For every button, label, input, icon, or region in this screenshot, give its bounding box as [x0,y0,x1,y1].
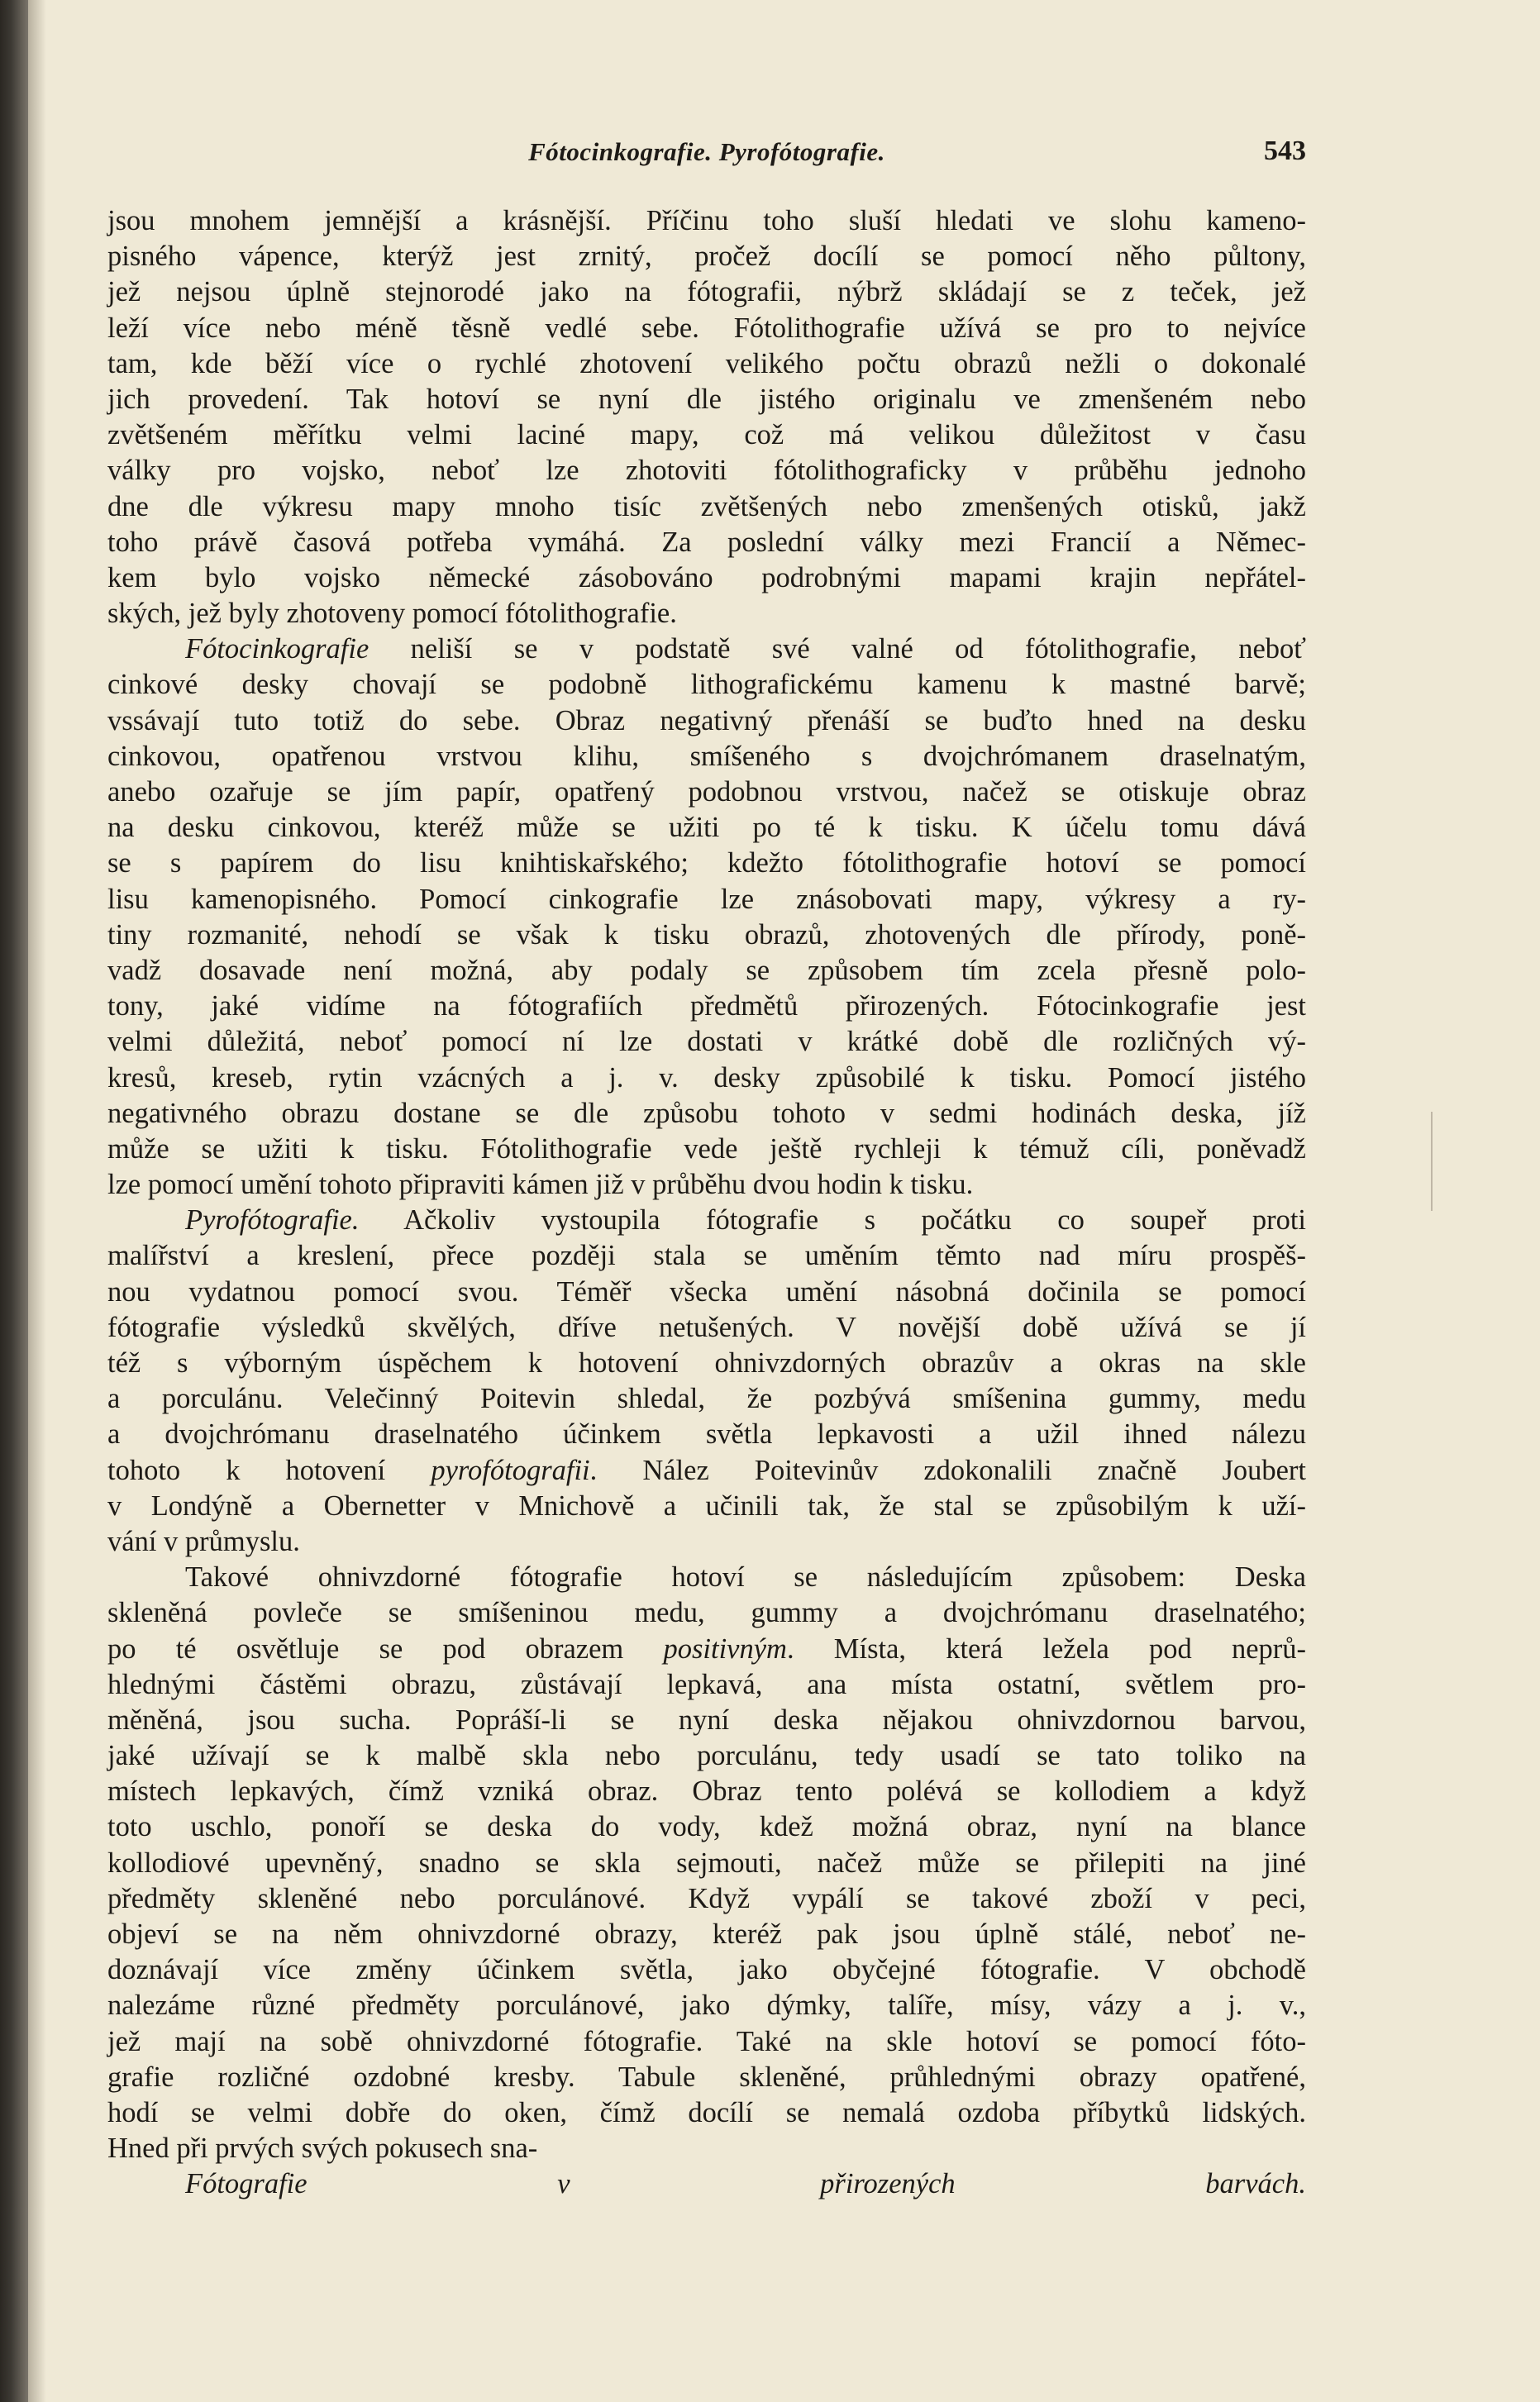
text-line: cinkovou, opatřenou vrstvou klihu, smíšeného s dvojchrómanem draselnatým, [107,740,1306,772]
text-line: malířství a kreslení, přece později stala se uměním těmto nad míru prospěš- [107,1240,1306,1272]
text-line: anebo ozařuje se jím papír, opatřený podobnou vrstvou, načež se otiskuje obraz [107,776,1306,808]
text-run: . Místa, která ležela pod neprů- [786,1632,1307,1665]
text-line: též s výborným úspěchem k hotovení ohnivzdorných obrazův a okras na skle [107,1347,1306,1379]
text-run: neliší se v podstatě své valné od fótolithografie, neboť [410,633,1307,665]
paragraph-pyrofotografie-start [107,1203,1306,1238]
text-line: cinkové desky chovají se podobně lithografickému kamenu k mastné barvě; [107,669,1306,701]
text-line: Hned při prvých svých pokusech sna- [107,2133,538,2165]
text-line: tony, jaké vidíme na fótografiích předmětů přirozených. Fótocinkografie jest [107,990,1306,1022]
text-line: místech lepkavých, čímž vzniká obraz. Obraz tento polévá se kollodiem a když [107,1775,1306,1808]
text-line: v Londýně a Obernetter v Mnichově a učinili tak, že stal se způsobilým k uží- [107,1489,1306,1522]
text-line: toho právě časová potřeba vymáhá. Za poslední války mezi Francií a Němec- [107,526,1306,558]
text-run: po té osvětluje se pod obrazem [107,1632,624,1665]
text-line: války pro vojsko, neboť lze zhotoviti fótolithograficky v průběhu jednoho [107,455,1306,487]
text-line: pisného vápence, kterýž jest zrnitý, pročež docílí se pomocí něho půltony, [107,241,1306,273]
text-line: leží více nebo méně těsně vedlé sebe. Fótolithografie užívá se pro to nejvíce [107,312,1306,344]
text-run: tohoto k hotovení [107,1454,386,1486]
text-line: fótografie výsledků skvělých, dříve netušených. V novější době užívá se jí [107,1311,1306,1343]
text-line: skleněná povleče se smíšeninou medu, gummy a dvojchrómanu draselnatého; [107,1597,1306,1629]
text-line: toto uschlo, ponoří se deska do vody, kdež možná obraz, nyní na blance [107,1811,1306,1843]
text-line: nou vydatnou pomocí svou. Téměř všecka umění násobná dočinila se pomocí [107,1275,1306,1308]
text-line: jich provedení. Tak hotoví se nyní dle jistého originalu ve zmenšeném nebo [107,383,1306,415]
text-line: jež nejsou úplně stejnorodé jako na fótografii, nýbrž skládají se z teček, jež [107,276,1306,308]
text-line [107,1453,1306,1489]
text-line: kollodiové upevněný, snadno se skla sejmouti, načež může se přilepiti na jiné [107,1847,1306,1879]
text-line: velmi důležitá, neboť pomocí ní lze dostati v krátké době dle rozličných vý- [107,1026,1306,1058]
text-line: doznávají více změny účinkem světla, jako obyčejné fótografie. V obchodě [107,1954,1306,1986]
text-line: objeví se na něm ohnivzdorné obrazy, kteréž pak jsou úplně stálé, neboť ne- [107,1918,1306,1950]
text-line: měněná, jsou sucha. Popráší-li se nyní deska nějakou ohnivzdornou barvou, [107,1704,1306,1736]
body-text [107,203,1306,2203]
page-header [107,137,1306,174]
text-line: vadž dosavade není možná, aby podaly se způsobem tím zcela přesně polo- [107,954,1306,986]
text-line: grafie rozličné ozdobné kresby. Tabule skleněné, průhlednými obrazy opatřené, [107,2061,1306,2093]
text-run: Ačkoliv vystoupila fótografie s počátku co soupeř proti [403,1204,1306,1237]
text-line: na desku cinkovou, kteréž může se užiti po té k tisku. K účelu tomu dává [107,812,1306,844]
text-line: jaké užívají se k malbě skla nebo porculánu, tedy usadí se tato toliko na [107,1740,1306,1772]
text-line: kresů, kreseb, rytin vzácných a j. v. desky způsobilé k tisku. Pomocí jistého [107,1061,1306,1094]
text-line: ských, jež byly zhotoveny pomocí fótolithografie. [107,598,677,630]
text-line: lisu kamenopisného. Pomocí cinkografie lze znásobovati mapy, výkresy a ry- [107,883,1306,915]
text-line: dne dle výkresu mapy mnoho tisíc zvětšených nebo zmenšených otisků, jakž [107,490,1306,522]
text-line: hlednými částěmi obrazu, zůstávají lepkavá, ana místa ostatní, světlem pro- [107,1668,1306,1700]
text-line: kem bylo vojsko německé zásobováno podrobnými mapami krajin nepřátel- [107,561,1306,593]
italic-term: Fótocinkografie [185,633,370,665]
italic-term: positivným [663,1632,787,1665]
text-line: předměty skleněné nebo porculánové. Když vypálí se takové zboží v peci, [107,1882,1306,1914]
text-line: tiny rozmanité, nehodí se však k tisku obrazů, zhotovených dle přírody, poně- [107,918,1306,951]
paragraph-fotocinkografie-start [107,631,1306,667]
text-line: se s papírem do lisu knihtiskařského; kdežto fótolithografie hotoví se pomocí [107,847,1306,879]
text-line: zvětšeném měřítku velmi laciné mapy, což má velikou důležitost v času [107,419,1306,451]
italic-term: Fótografie v přirozených barvách. [185,2168,1306,2200]
text-line: a dvojchrómanu draselnatého účinkem světla lepkavosti a užil ihned nálezu [107,1418,1306,1451]
text-line: negativného obrazu dostane se dle způsobu tohoto v sedmi hodinách deska, jíž [107,1097,1306,1129]
text-line: vssávají tuto totiž do sebe. Obraz negativný přenáší se buďto hned na desku [107,704,1306,736]
text-line: a porculánu. Velečinný Poitevin shledal, že pozbývá smíšenina gummy, medu [107,1383,1306,1415]
text-run: . Nález Poitevinův zdokonalili značně Joubert [589,1454,1307,1486]
text-line: vání v průmyslu. [107,1525,300,1557]
margin-pencil-mark [1416,1112,1433,1211]
italic-term: Pyrofótografie. [185,1204,360,1237]
text-line: tam, kde běží více o rychlé zhotovení velikého počtu obrazů nežli o dokonalé [107,347,1306,379]
running-head: Fótocinkografie. Pyrofótografie. [528,137,885,166]
italic-term: pyrofótografii [431,1454,590,1486]
page-number: 543 [1264,136,1306,166]
text-line: může se užiti k tisku. Fótolithografie vede ještě rychleji k témuž cíli, poněvadž [107,1132,1306,1165]
text-line: jež mají na sobě ohnivzdorné fótografie. Také na skle hotoví se pomocí fóto- [107,2025,1306,2057]
text-line: nalezáme různé předměty porculánové, jako dýmky, talíře, mísy, vázy a j. v., [107,1990,1306,2022]
paragraph-fotografie-barvy-start [107,2166,1306,2202]
text-line [107,1632,1306,1667]
text-line: Takové ohnivzdorné fótografie hotoví se následujícím způsobem: Deska [185,1561,1306,1594]
text-line: jsou mnohem jemnější a krásnější. Příčinu toho sluší hledati ve slohu kameno- [107,205,1306,236]
text-line: lze pomocí umění tohoto připraviti kámen již v průběhu dvou hodin k tisku. [107,1169,974,1201]
text-line: hodí se velmi dobře do oken, čímž docílí se nemalá ozdoba příbytků lidských. [107,2096,1306,2128]
